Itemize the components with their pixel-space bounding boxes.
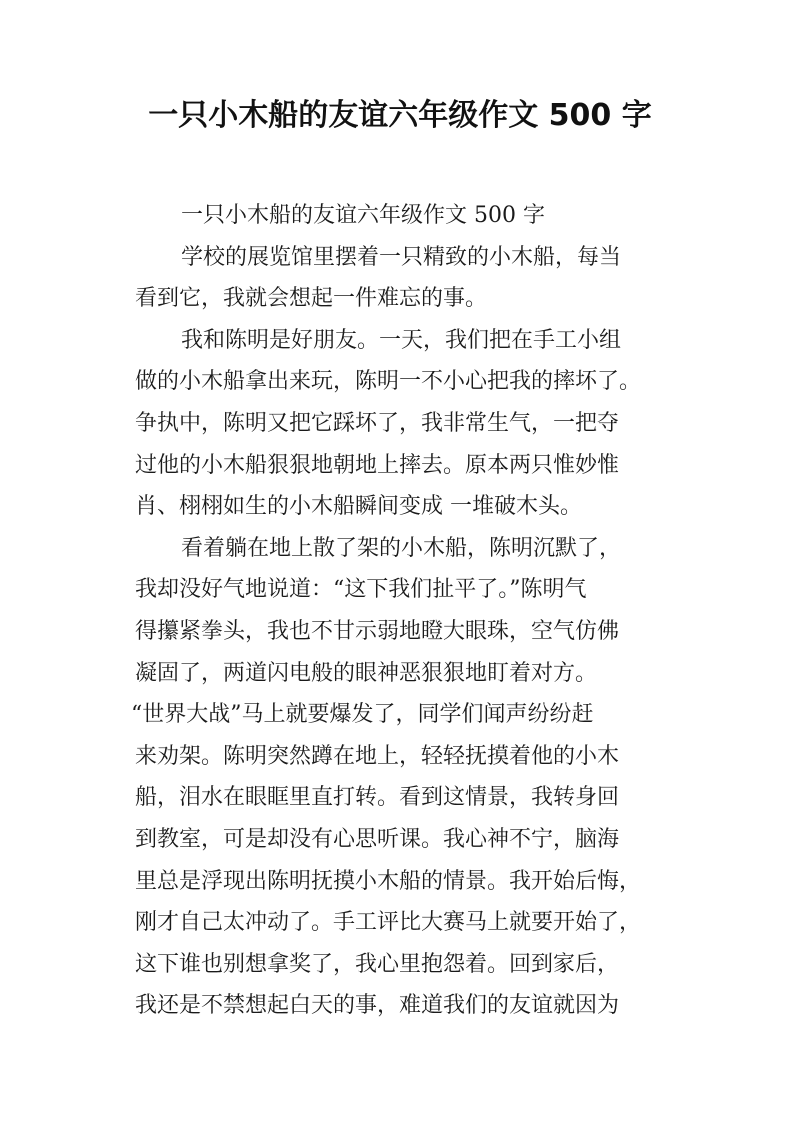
body-line: 看到它，我就会想起一件难忘的事。 xyxy=(135,286,488,312)
body-line: 看着躺在地上散了架的小木船，陈明沉默了， xyxy=(181,535,622,561)
body-line: 我还是不禁想起白天的事，难道我们的友谊就因为 xyxy=(135,993,620,1019)
body-line: 过他的小木船狠狠地朝地上摔去。原本两只惟妙惟 xyxy=(135,452,620,478)
body-line: 刚才自己太冲动了。手工评比大赛马上就要开始了， xyxy=(135,910,642,936)
document-title: 一只小木船的友谊六年级作文 500 字 xyxy=(148,98,652,133)
body-line: 我和陈明是好朋友。一天，我们把在手工小组 xyxy=(181,327,622,353)
body-line: 一只小木船的友谊六年级作文 500 字 xyxy=(181,203,545,228)
body-line: 来劝架。陈明突然蹲在地上，轻轻抚摸着他的小木 xyxy=(135,743,620,769)
body-line: 凝固了，两道闪电般的眼神恶狠狠地盯着对方。 xyxy=(135,660,598,686)
body-line: 我却没好气地说道：“这下我们扯平了。”陈明气 xyxy=(135,577,587,603)
body-line: 这下谁也别想拿奖了，我心里抱怨着。回到家后， xyxy=(135,951,620,977)
document-body xyxy=(131,195,680,1027)
body-line: 学校的展览馆里摆着一只精致的小木船，每当 xyxy=(181,244,622,270)
body-line: 里总是浮现出陈明抚摸小木船的情景。我开始后悔， xyxy=(135,868,642,894)
body-line: 到教室，可是却没有心思听课。我心神不宁，脑海 xyxy=(135,826,620,852)
body-line: 船，泪水在眼眶里直打转。看到这情景，我转身回 xyxy=(135,785,620,811)
body-line: 肖、栩栩如生的小木船瞬间变成 一堆破木头。 xyxy=(135,494,582,520)
body-line: 做的小木船拿出来玩，陈明一不小心把我的摔坏了。 xyxy=(135,369,642,395)
body-line: 争执中，陈明又把它踩坏了，我非常生气，一把夺 xyxy=(135,410,620,436)
body-line: 得攥紧拳头，我也不甘示弱地瞪大眼珠，空气仿佛 xyxy=(135,618,620,644)
body-line: “世界大战”马上就要爆发了，同学们闻声纷纷赶 xyxy=(131,702,594,728)
